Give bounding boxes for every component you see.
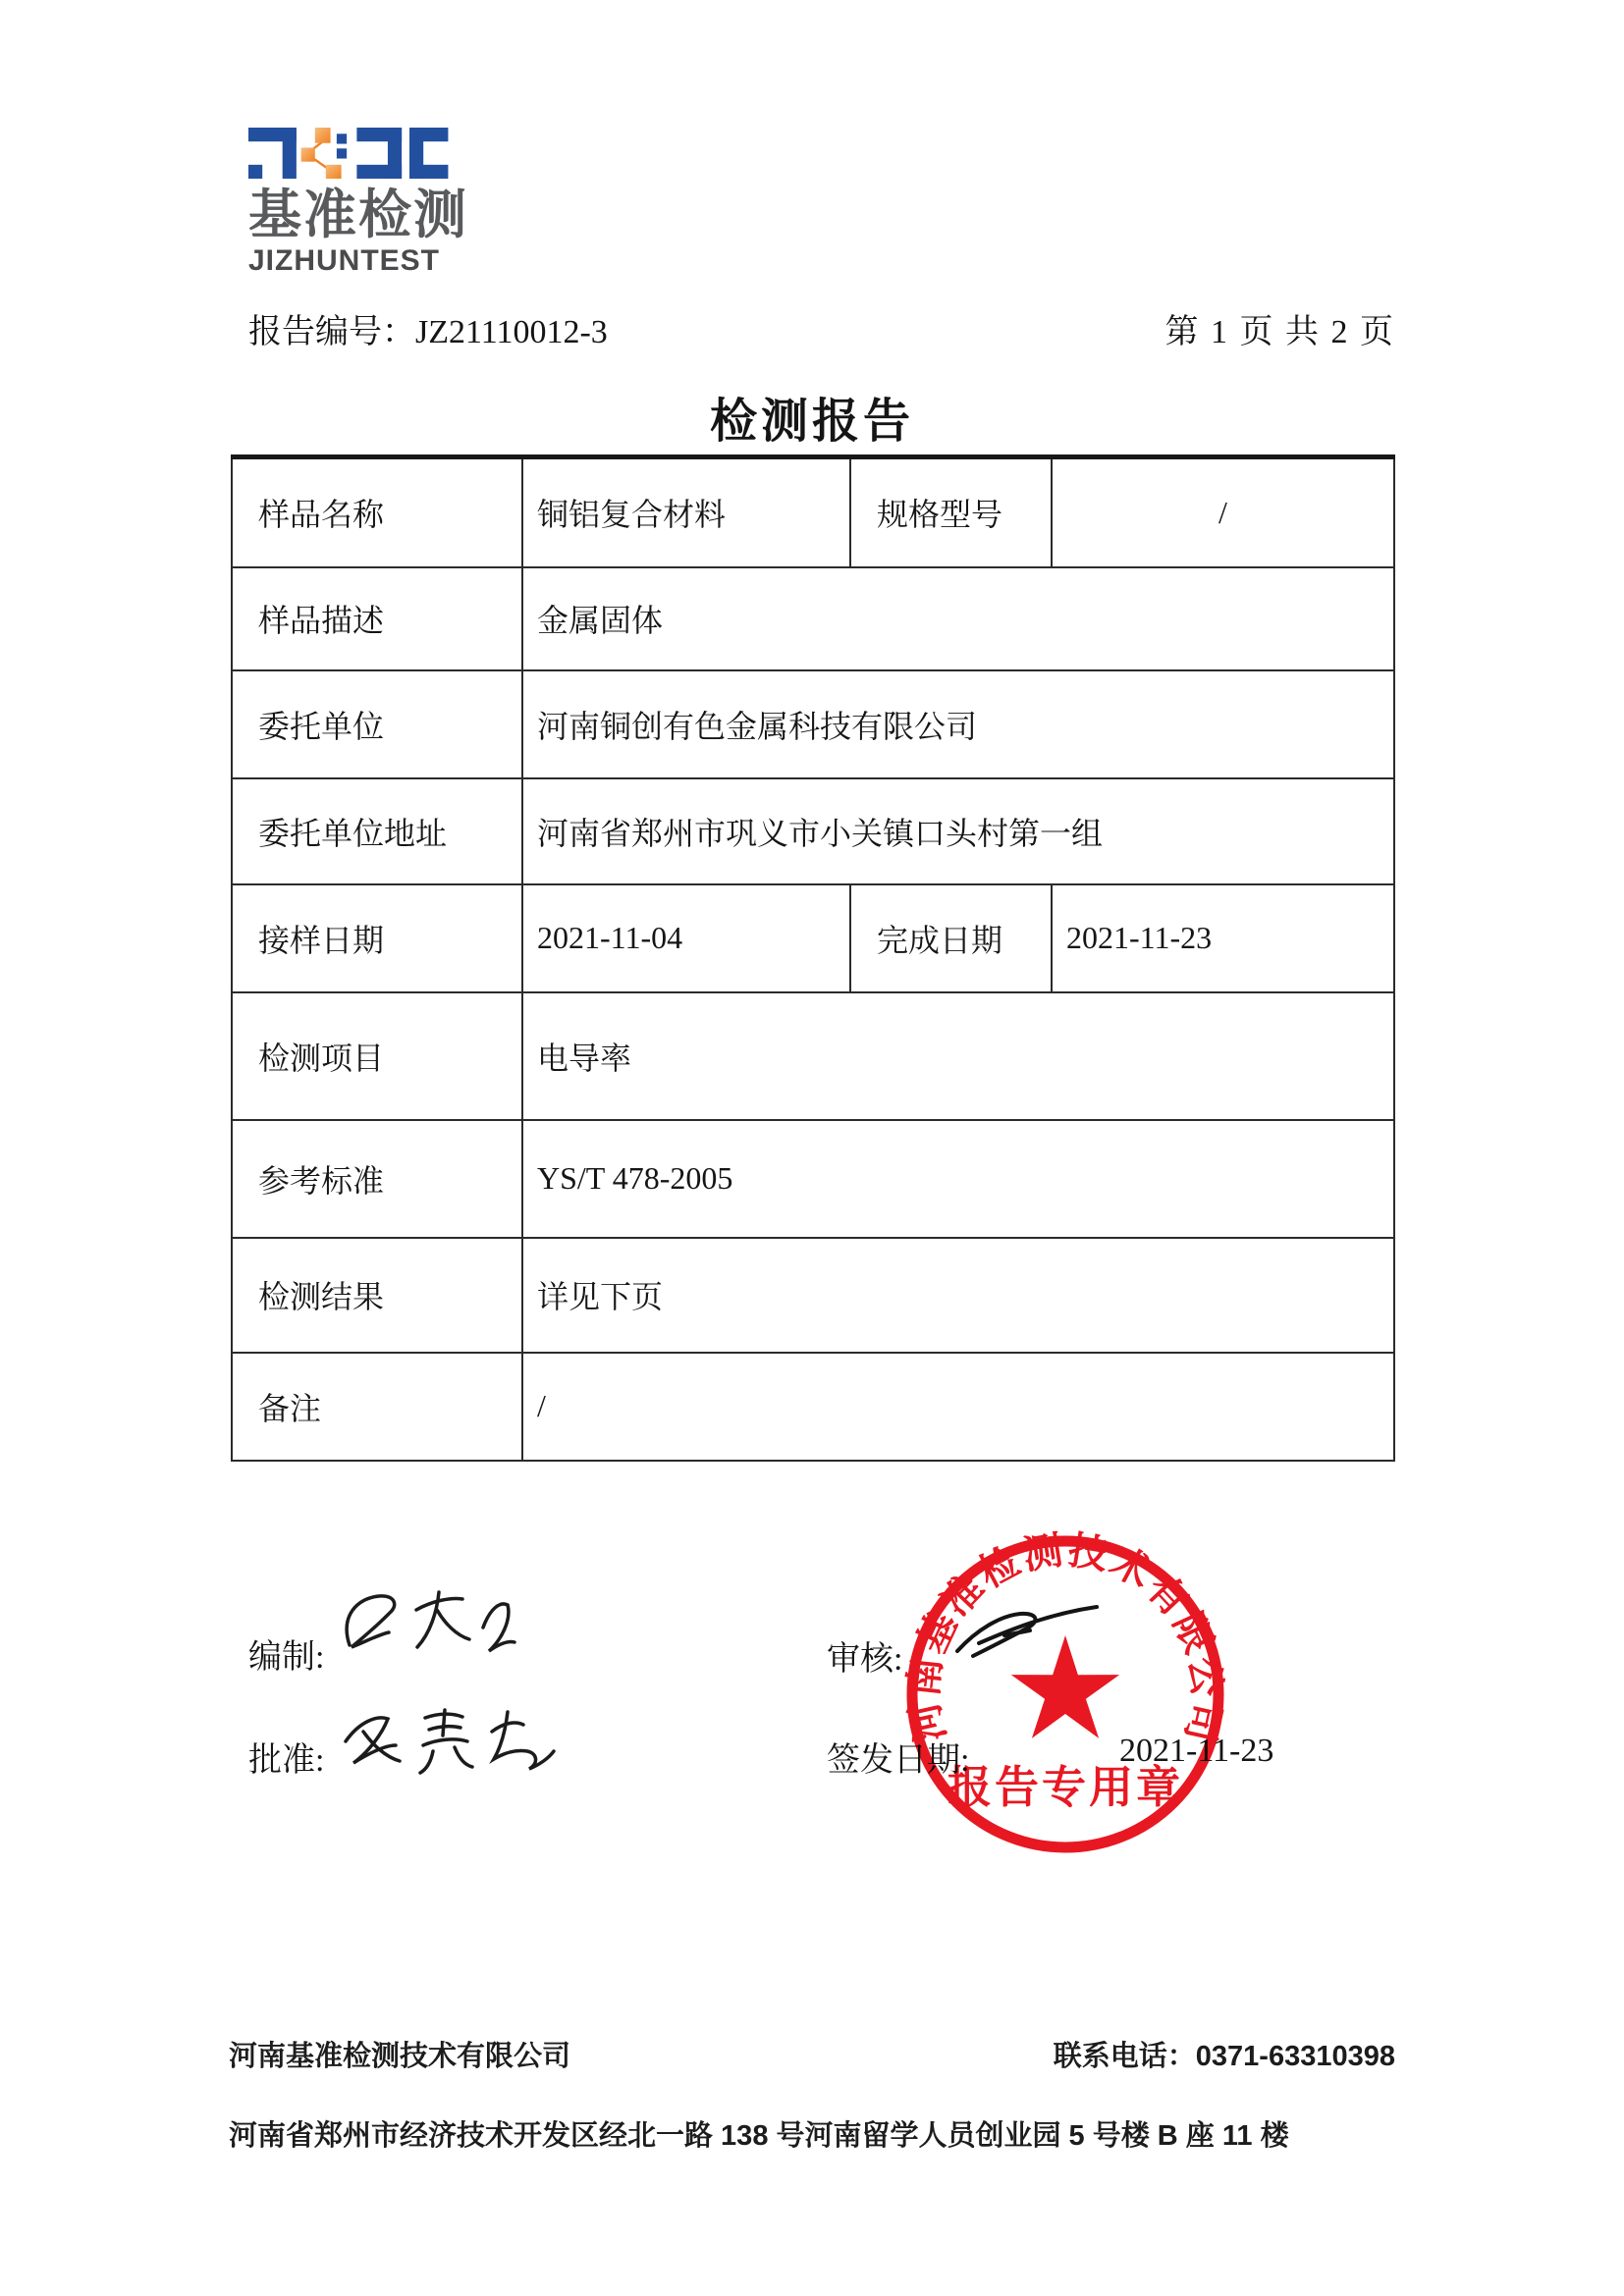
cell-client-address-value: 河南省郑州市巩义市小关镇口头村第一组 [522,778,1394,884]
approved-by-label: 批准: [248,1742,325,1779]
cell-receive-date-value: 2021-11-04 [522,884,850,992]
cell-client-address-label: 委托单位地址 [232,778,522,884]
company-seal-stamp [898,1527,1232,1861]
cell-finish-date-value: 2021-11-23 [1052,884,1394,992]
report-number [248,304,608,352]
cell-spec-model-value: / [1052,457,1394,567]
approved-by-signature [334,1700,565,1784]
stamp-star-icon [1011,1635,1119,1738]
cell-spec-model-label: 规格型号 [850,457,1052,567]
footer [229,2034,1395,2154]
header-meta [248,304,1395,352]
cell-test-item-label: 检测项目 [232,992,522,1120]
cell-client-label: 委托单位 [232,670,522,778]
stamp-company-arc-text: 河南基准检测技术有限公司 [901,1528,1229,1746]
table-row [232,778,1394,884]
report-info-table [231,454,1395,1462]
logo-mark-icon [248,124,450,183]
cell-test-result-value: 详见下页 [522,1238,1394,1353]
cell-finish-date-label: 完成日期 [850,884,1052,992]
company-logo [248,124,474,276]
footer-company: 河南基准检测技术有限公司 [229,2041,571,2072]
table-row [232,884,1394,992]
issue-date-value: 2021-11-23 [1119,1733,1274,1769]
table-row [232,1353,1394,1461]
cell-remark-value: / [522,1353,1394,1461]
footer-phone: 联系电话：0371-63310398 [1053,2041,1395,2072]
footer-address: 河南省郑州市经济技术开发区经北一路 138 号河南留学人员创业园 5 号楼 B 座 11 楼 [229,2120,1289,2152]
cell-test-item-value: 电导率 [522,992,1394,1120]
table-row [232,457,1394,567]
stamp-caption-text: 报告专用章 [947,1762,1184,1812]
table-row [232,992,1394,1120]
cell-receive-date-label: 接样日期 [232,884,522,992]
prepared-by-signature [334,1582,520,1671]
issue-date-label: 签发日期: [827,1742,970,1779]
prepared-by-label: 编制: [248,1639,325,1676]
cell-remark-label: 备注 [232,1353,522,1461]
cell-test-result-label: 检测结果 [232,1238,522,1353]
logo-company-en: JIZHUNTEST [248,243,441,277]
cell-sample-desc-label: 样品描述 [232,567,522,670]
cell-sample-name-label: 样品名称 [232,457,522,567]
cell-sample-name-value: 铜铝复合材料 [522,457,850,567]
report-number-value: JZ21110012-3 [415,314,608,350]
report-table-body [232,457,1394,1461]
table-row [232,567,1394,670]
document-title: 检测报告 [709,396,914,448]
cell-ref-standard-label: 参考标准 [232,1120,522,1238]
cell-client-value: 河南铜创有色金属科技有限公司 [522,670,1394,778]
table-row [232,1238,1394,1353]
report-number-label: 报告编号： [248,314,415,350]
table-row [232,1120,1394,1238]
page-indicator: 第 1 页 共 2 页 [1164,314,1395,350]
table-row [232,670,1394,778]
cell-sample-desc-value: 金属固体 [522,567,1394,670]
reviewed-by-label: 审核: [827,1641,903,1678]
logo-company-cn: 基准检测 [248,186,468,244]
cell-ref-standard-value: YS/T 478-2005 [522,1120,1394,1238]
